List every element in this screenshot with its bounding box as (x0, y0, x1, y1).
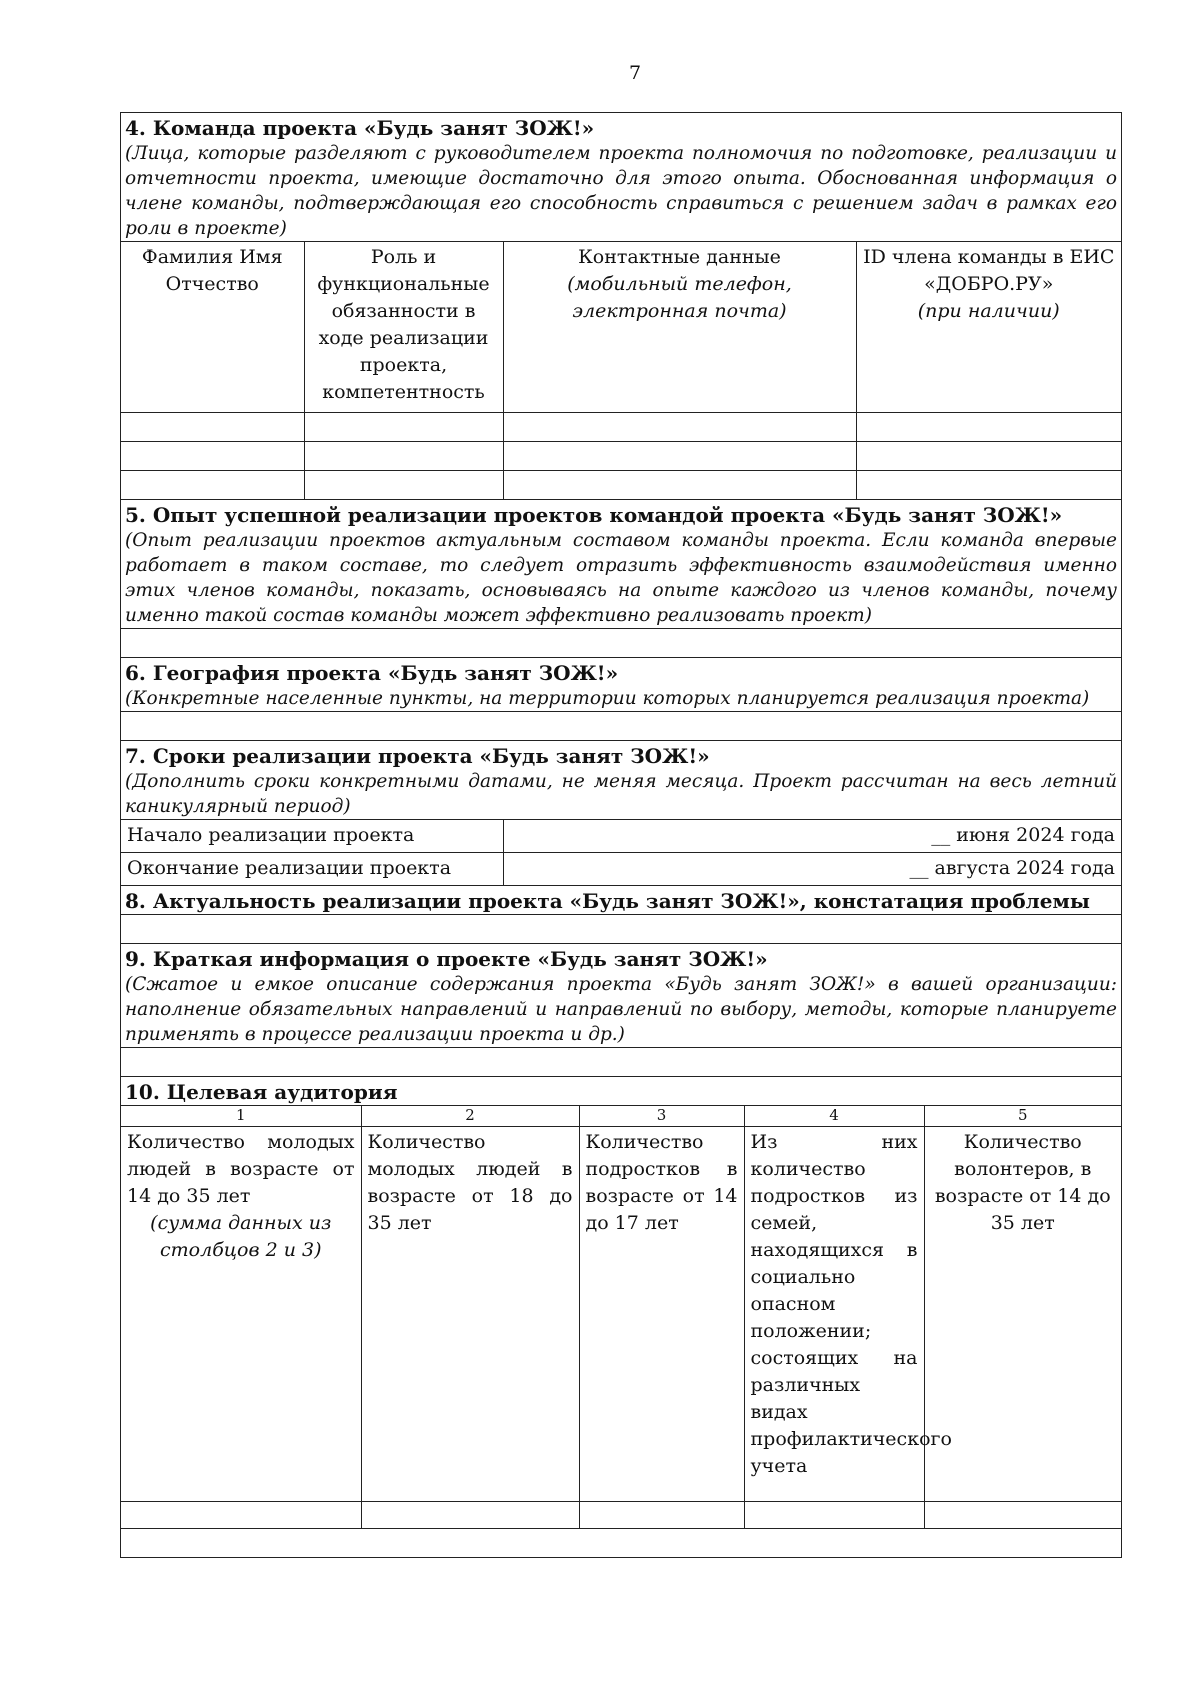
audience-col-total-note: (сумма данных из столбцов 2 и 3) (150, 1212, 332, 1261)
start-date-value[interactable]: __ июня 2024 года (503, 820, 1121, 853)
audience-input-cell[interactable] (361, 1502, 579, 1529)
team-col-name: Фамилия Имя Отчество (121, 242, 304, 413)
end-date-row (121, 853, 1121, 886)
summary-input[interactable] (121, 1047, 1121, 1076)
audience-extra-row[interactable] (121, 1528, 1121, 1557)
audience-col-number: 4 (744, 1106, 924, 1127)
end-date-value[interactable]: __ августа 2024 года (503, 853, 1121, 886)
audience-input-cell[interactable] (744, 1502, 924, 1529)
team-col-contacts-title: Контактные данные (578, 246, 781, 268)
team-cell[interactable] (856, 471, 1121, 500)
team-cell[interactable] (121, 413, 304, 442)
team-cell[interactable] (121, 471, 304, 500)
team-cell[interactable] (121, 442, 304, 471)
section-experience (121, 500, 1121, 658)
audience-col-volunteers: Количество волонтеров, в возрасте от 14 до 35 лет (924, 1127, 1121, 1502)
section-team-description: (Лица, которые разделяют с руководителем проекта полномочия по подготовке, реализации и отчетности проекта, имеющие достаточно для этого опыта. Обоснованная информация о члене команды, подтверждающая его способность справиться с решением задач в рамках его роли в проекте) (125, 143, 1117, 239)
team-cell[interactable] (304, 442, 503, 471)
section-dates-title: 7. Сроки реализации проекта «Будь занят ЗОЖ!» (125, 744, 710, 768)
audience-input-row (121, 1502, 1121, 1529)
team-col-id-title: ID члена команды в ЕИС «ДОБРО.РУ» (863, 246, 1115, 295)
section-summary-description: (Сжатое и емкое описание содержания проекта «Будь занят ЗОЖ!» в вашей организации: наполнение обязательных направлений и направлений по выбору, методы, которые планируете применять в процессе реализации проекта и др.) (125, 974, 1117, 1045)
team-row (121, 442, 1121, 471)
geography-input[interactable] (121, 711, 1121, 740)
team-row (121, 471, 1121, 500)
audience-col-total-label: Количество молодых людей в возрасте от 14 до 35 лет (127, 1131, 355, 1207)
section-team-title: 4. Команда проекта «Будь занят ЗОЖ!» (125, 116, 595, 140)
team-col-role: Роль и функциональные обязанности в ходе реализации проекта, компетентность (304, 242, 503, 413)
application-form (120, 112, 1122, 1558)
section-geography-description: (Конкретные населенные пункты, на территории которых планируется реализация проекта) (125, 688, 1090, 709)
section-summary-title: 9. Краткая информация о проекте «Будь занят ЗОЖ!» (125, 947, 768, 971)
section-audience-title: 10. Целевая аудитория (125, 1080, 398, 1104)
audience-table (121, 1105, 1121, 1528)
audience-input-cell[interactable] (121, 1502, 361, 1529)
audience-col-number: 1 (121, 1106, 361, 1127)
team-cell[interactable] (304, 471, 503, 500)
audience-col-18-35: Количество молодых людей в возрасте от 18 до 35 лет (361, 1127, 579, 1502)
team-cell[interactable] (503, 471, 856, 500)
section-team (121, 113, 1121, 500)
dates-table (121, 819, 1121, 885)
audience-col-at-risk: Из них количество подростков из семей, находящихся в социально опасном положении; состоящих на различных видах профилактического учета (744, 1127, 924, 1502)
start-date-label: Начало реализации проекта (121, 820, 503, 853)
team-col-id (856, 242, 1121, 413)
relevance-input[interactable] (121, 914, 1121, 943)
end-date-label: Окончание реализации проекта (121, 853, 503, 886)
audience-col-number: 3 (579, 1106, 744, 1127)
team-cell[interactable] (856, 442, 1121, 471)
section-relevance-title: 8. Актуальность реализации проекта «Будь занят ЗОЖ!», констатация проблемы (125, 889, 1090, 913)
section-dates-description: (Дополнить сроки конкретными датами, не меняя месяца. Проект рассчитан на весь летний каникулярный период) (125, 771, 1117, 817)
page-number: 7 (628, 62, 642, 84)
section-experience-description: (Опыт реализации проектов актуальным составом команды проекта. Если команда впервые работает в таком составе, то следует отразить эффективность взаимодействия именно этих членов команды, показать, основываясь на опыте каждого из членов команды, почему именно такой состав команды может эффективно реализовать проект) (125, 530, 1117, 626)
section-experience-title: 5. Опыт успешной реализации проектов командой проекта «Будь занят ЗОЖ!» (125, 503, 1063, 527)
team-table (121, 241, 1121, 499)
section-geography (121, 658, 1121, 741)
section-geography-title: 6. География проекта «Будь занят ЗОЖ!» (125, 661, 619, 685)
team-col-contacts-note: (мобильный телефон, электронная почта) (567, 273, 792, 322)
audience-col-total (121, 1127, 361, 1502)
start-date-row (121, 820, 1121, 853)
experience-input[interactable] (121, 628, 1121, 657)
audience-col-14-17: Количество подростков в возрасте от 14 до 17 лет (579, 1127, 744, 1502)
team-cell[interactable] (503, 442, 856, 471)
section-dates (121, 741, 1121, 886)
section-relevance (121, 886, 1121, 944)
team-cell[interactable] (503, 413, 856, 442)
audience-col-number: 2 (361, 1106, 579, 1127)
section-audience (121, 1077, 1121, 1557)
team-row (121, 413, 1121, 442)
team-col-contacts (503, 242, 856, 413)
team-col-id-note: (при наличии) (917, 300, 1060, 322)
team-cell[interactable] (304, 413, 503, 442)
team-cell[interactable] (856, 413, 1121, 442)
audience-header-row (121, 1127, 1121, 1502)
section-summary (121, 944, 1121, 1077)
audience-col-number: 5 (924, 1106, 1121, 1127)
audience-input-cell[interactable] (924, 1502, 1121, 1529)
audience-number-row (121, 1106, 1121, 1127)
audience-input-cell[interactable] (579, 1502, 744, 1529)
